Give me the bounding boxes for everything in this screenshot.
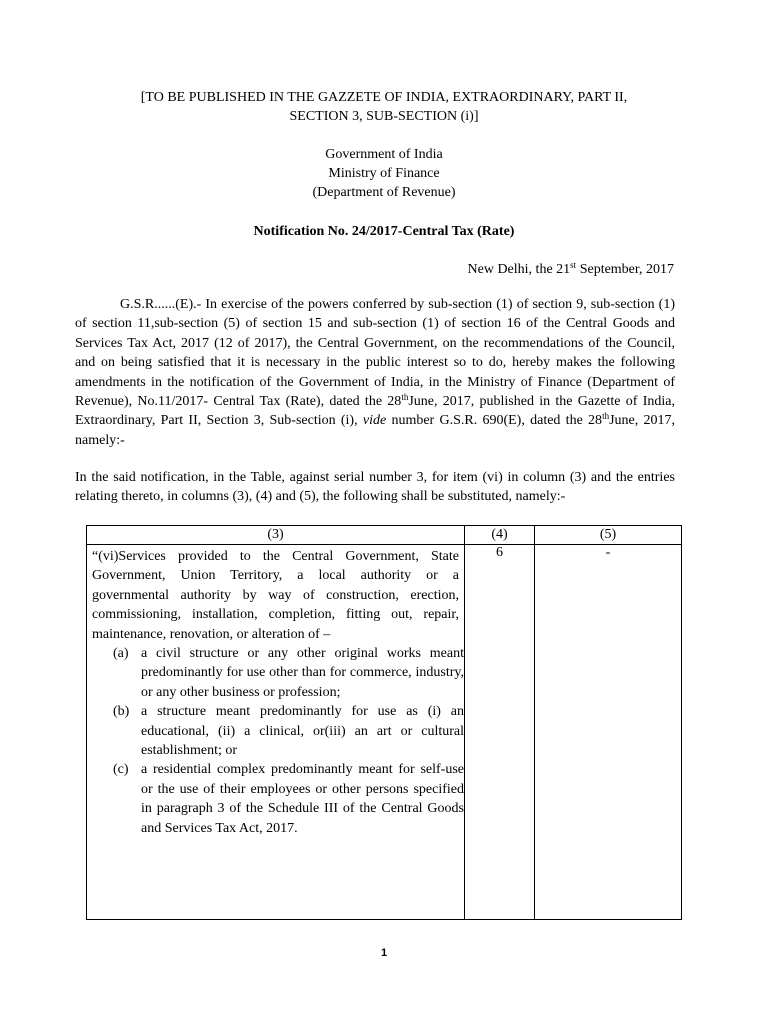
- date-suffix: September, 2017: [576, 262, 674, 277]
- publication-header: [0, 88, 768, 126]
- instruction-paragraph: In the said notification, in the Table, against serial number 3, for item (vi) in column (3) and the entries relating thereto, in columns (3), (4) and (5), the following shall be substituted, namely:-: [75, 470, 675, 505]
- item-text: a structure meant predominantly for use as (i) an educational, (ii) a clinical, or(iii) an art or cultural establishment; or: [141, 704, 464, 759]
- column-5-header: (5): [535, 526, 682, 545]
- column-3-header: (3): [87, 526, 465, 545]
- issuing-authority: [0, 145, 768, 202]
- table-row: [87, 545, 682, 920]
- list-item: [113, 702, 464, 760]
- preamble-ordinal-2: th: [602, 411, 610, 422]
- item-text: a civil structure or any other original works meant predominantly for use other than for commerce, industry, or any other business or profession;: [141, 646, 464, 700]
- page-number: 1: [380, 947, 388, 959]
- amendment-table: [86, 525, 682, 920]
- preamble-paragraph: [75, 295, 675, 450]
- item-text: a residential complex predominantly meant for self-use or the use of their employees or other persons specified in paragraph 3 of the Schedule III of the Central Goods and Services Tax Act, 2017.: [141, 762, 464, 836]
- column-4-header: (4): [465, 526, 535, 545]
- item-label: (a): [113, 646, 129, 662]
- item-label: (b): [113, 704, 130, 720]
- notification-title: Notification No. 24/2017-Central Tax (Rate): [253, 224, 515, 239]
- description-cell: [87, 545, 465, 920]
- list-item: [113, 760, 464, 838]
- preamble-text-4: June, 2017, namely:-: [75, 413, 676, 448]
- item-label: (c): [113, 762, 129, 778]
- rate-cell: 6: [465, 545, 535, 920]
- service-description: “(vi)Services provided to the Central Government, State Government, Union Territory, a local authority or a governmental authority by way of construction, erection, commissioning, installation, completion, fitting out, repair, maintenance, renovation, or alteration of –: [92, 549, 459, 642]
- date-ordinal: st: [570, 260, 577, 270]
- list-item: [113, 644, 464, 702]
- header-line-1: [TO BE PUBLISHED IN THE GAZZETE OF INDIA, EXTRAORDINARY, PART II,: [140, 90, 628, 105]
- ministry-name: Ministry of Finance: [328, 166, 440, 181]
- preamble-vide: vide: [362, 413, 387, 429]
- government-name: Government of India: [325, 147, 443, 162]
- table-header-row: [87, 526, 682, 545]
- condition-cell: -: [535, 545, 682, 920]
- date-prefix: New Delhi, the 21: [467, 262, 571, 277]
- sub-items-list: [87, 644, 464, 838]
- header-line-2: SECTION 3, SUB-SECTION (i)]: [289, 109, 479, 124]
- preamble-ordinal-1: th: [401, 392, 409, 403]
- department-name: (Department of Revenue): [312, 185, 456, 200]
- preamble-text-1: G.S.R......(E).- In exercise of the powers conferred by sub-section (1) of section 9, sub-section (1) of section 11,sub-section (5) of section 15 and sub-section (1) of section 16 of the Central Goods and Services Tax Act, 2017 (12 of 2017), the Central Government, on the recommendations of the Council, and on being satisfied that it is necessary in the public interest so to do, hereby makes the following amendments in the notification of the Government of India, in the Ministry of Finance (Department of Revenue), No.11/2017- Central Tax (Rate), dated the 28: [75, 297, 675, 410]
- preamble-text-3: number G.S.R. 690(E), dated the 28: [386, 413, 603, 429]
- notification-date: [468, 260, 674, 279]
- preamble-text-2: June, 2017, published in the Gazette of India, Extraordinary, Part II, Section 3, Sub-section (i),: [75, 394, 675, 429]
